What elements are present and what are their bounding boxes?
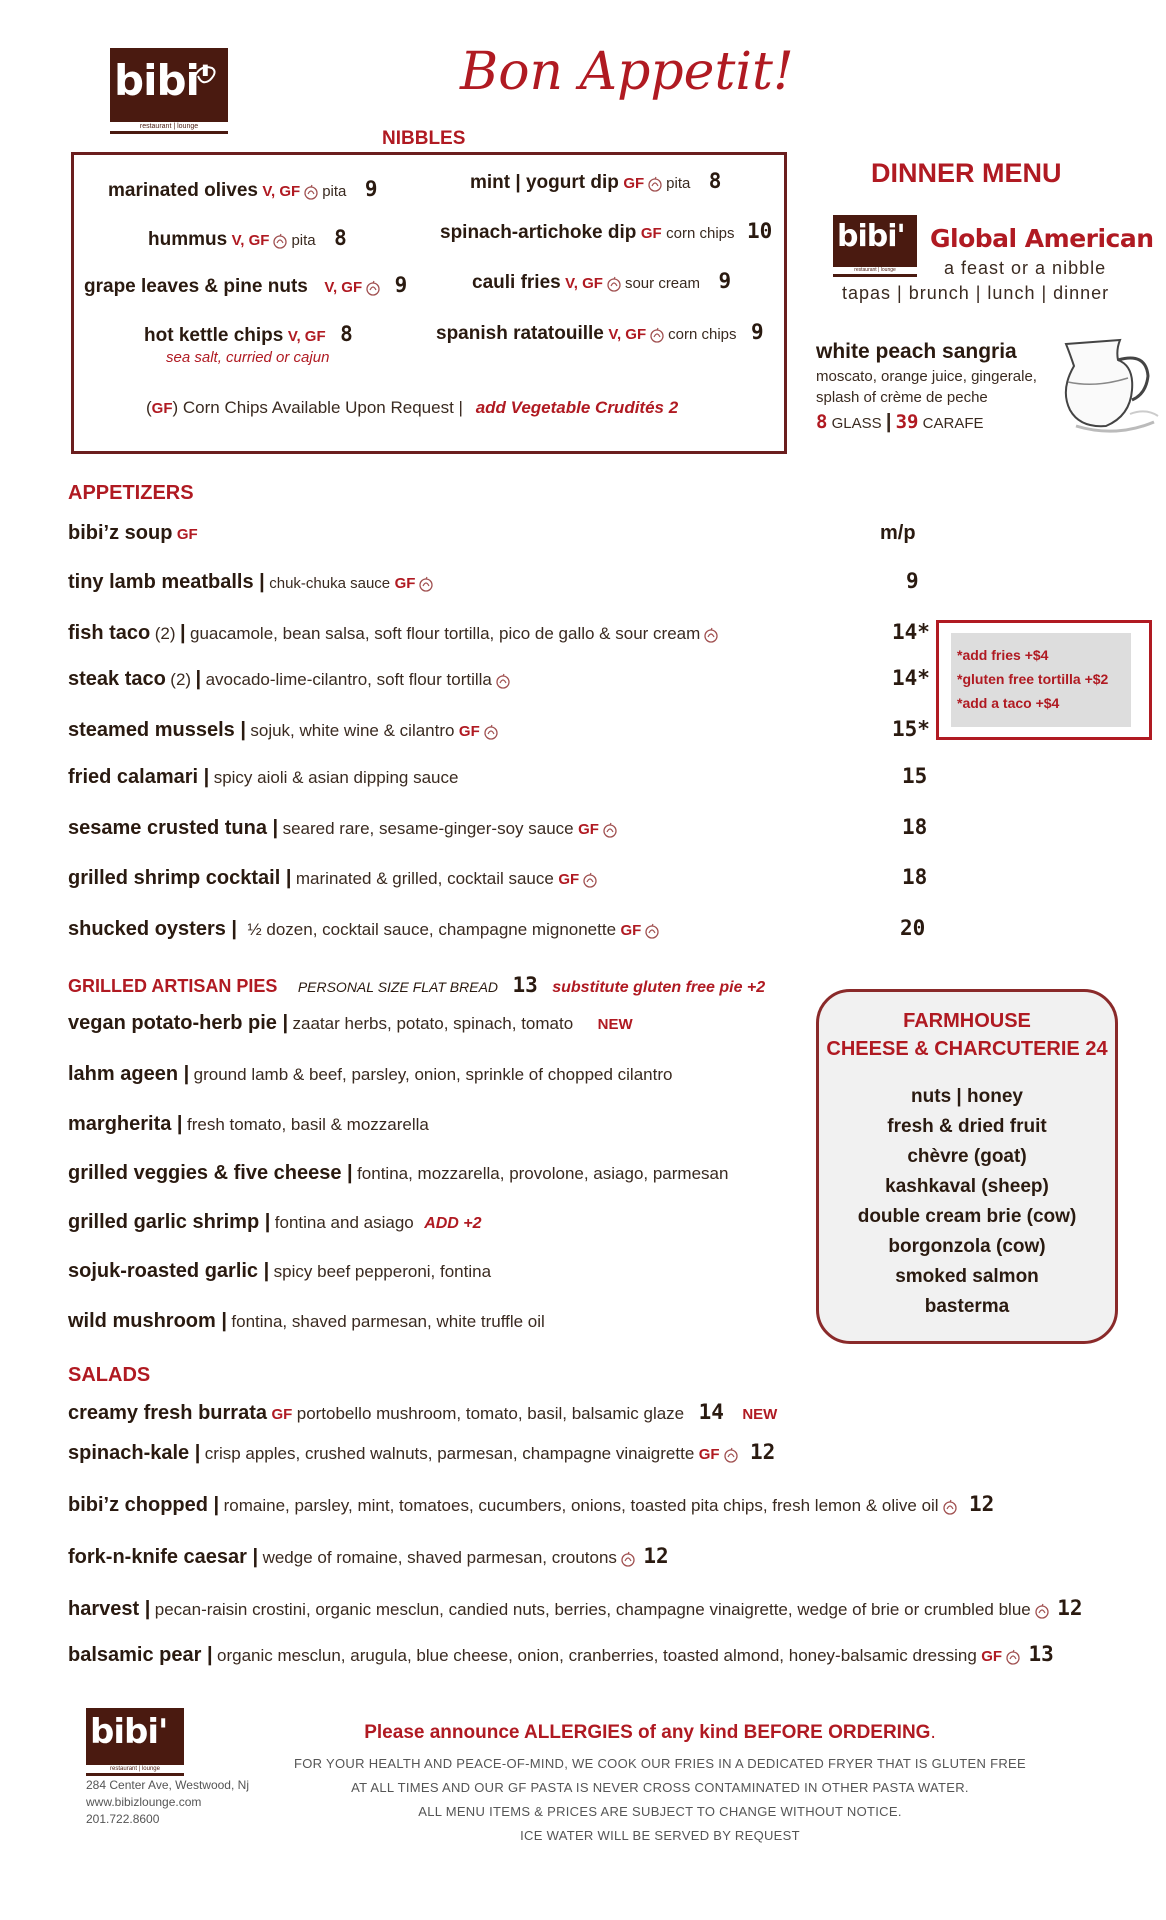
nibble-item: hot kettle chips V, GF 8 [144,322,353,346]
cheese-item: nuts | honey [911,1086,1023,1107]
menu-item-price: 20 [900,916,926,940]
sangria-title: white peach sangria [816,340,1017,363]
nibble-item: spanish ratatouille V, GF corn chips 9 [436,320,764,344]
menu-item: creamy fresh burrata GF portobello mushroom, tomato, basil, balsamic glaze 14 NEW [68,1400,778,1424]
nibble-item: mint | yogurt dip GF pita 8 [470,169,722,193]
brand-name: Global American [930,224,1154,253]
nibble-item: hummus V, GF pita 8 [148,226,347,250]
brand-meals: tapas | brunch | lunch | dinner [842,283,1110,303]
vegetarian-icon [606,276,622,292]
logo-word-footer: bibi' [90,1712,168,1752]
menu-item: steak taco (2) | avocado-lime-cilantro, soft flour tortilla [68,668,514,691]
nibble-item: marinated olives V, GF pita 9 [108,177,378,201]
menu-item: wild mushroom | fontina, shaved parmesan, white truffle oil [68,1310,545,1332]
vegetarian-icon [602,822,618,838]
logo-tagline: restaurant | lounge [110,122,228,131]
logo-word-small: bibi' [837,219,905,254]
logo-swirl-icon [190,58,222,90]
menu-item-price: 15 [902,764,928,788]
cheese-box [816,989,1118,1344]
vegetarian-icon [647,176,663,192]
vegetarian-icon [620,1551,636,1567]
menu-item: shucked oysters | ½ dozen, cocktail sauce, champagne mignonette GF [68,918,663,941]
menu-item: steamed mussels | sojuk, white wine & cilantro GF [68,719,502,742]
vegetarian-icon [1034,1603,1050,1619]
vegetarian-icon [942,1499,958,1515]
vegetarian-icon [483,724,499,740]
logo-tagline-small: restaurant | lounge [833,267,917,274]
nibble-note: sea salt, curried or cajun [166,349,330,366]
logo-footer [86,1708,184,1776]
vegetarian-icon [365,280,381,296]
addon-item: *add fries +$4 [957,647,1049,663]
vegetarian-icon [703,627,719,643]
sangria-prices: 8 GLASS | 39 CARAFE [816,411,984,433]
allergy-notice: Please announce ALLERGIES of any kind BEFORE ORDERING. [364,1722,936,1743]
nibbles-footer: (GF) Corn Chips Available Upon Request | add Vegetable Crudités 2 [146,398,679,417]
brand-sub: a feast or a nibble [944,258,1107,278]
menu-item: balsamic pear | organic mesclun, arugula, blue cheese, onion, cranberries, toasted almond, honey-balsamic dressing GF 13 [68,1642,1054,1666]
cheese-item: basterma [924,1296,1010,1317]
cheese-item: chèvre (goat) [907,1146,1027,1167]
footer-note-2: AT ALL TIMES AND OUR GF PASTA IS NEVER CROSS CONTAMINATED IN OTHER PASTA WATER. [351,1780,969,1795]
menu-item-price: 18 [902,815,928,839]
footer-note-3: ALL MENU ITEMS & PRICES ARE SUBJECT TO CHANGE WITHOUT NOTICE. [418,1804,902,1819]
menu-item: margherita | fresh tomato, basil & mozzarella [68,1113,429,1135]
menu-item: fork-n-knife caesar | wedge of romaine, shaved parmesan, croutons 12 [68,1544,669,1568]
menu-item: fried calamari | spicy aioli & asian dipping sauce [68,766,459,788]
addon-item: *gluten free tortilla +$2 [957,671,1109,687]
menu-item: grilled veggies & five cheese | fontina, mozzarella, provolone, asiago, parmesan [68,1162,729,1184]
appetizers-title: APPETIZERS [68,482,194,504]
cheese-item: fresh & dried fruit [887,1116,1047,1137]
menu-item-price: 14* [892,620,930,644]
vegetarian-icon [723,1447,739,1463]
sangria-desc-2: splash of crème de peche [816,389,988,406]
nibble-item: grape leaves & pine nuts V, GF 9 [84,273,408,297]
logo-small [833,215,917,277]
vegetarian-icon [582,872,598,888]
menu-item: bibi’z soup GF [68,522,198,544]
cheese-item: borgonzola (cow) [888,1236,1046,1257]
nibble-item: cauli fries V, GF sour cream 9 [472,269,732,293]
logo-word: bibi' [114,56,211,105]
menu-item: tiny lamb meatballs | chuk-chuka sauce GF [68,571,437,594]
vegetarian-icon [649,327,665,343]
vegetarian-icon [303,184,319,200]
vegetarian-icon [272,233,288,249]
menu-item-price: 18 [902,865,928,889]
menu-item: vegan potato-herb pie | zaatar herbs, potato, spinach, tomato NEW [68,1012,633,1034]
vegetarian-icon [495,673,511,689]
page-title: Bon Appetit! [460,42,794,102]
dinner-menu-title: DINNER MENU [871,158,1062,188]
sangria-desc-1: moscato, orange juice, gingerale, [816,368,1037,385]
menu-item: grilled garlic shrimp | fontina and asiago ADD +2 [68,1211,482,1233]
cheese-item: double cream brie (cow) [857,1206,1077,1227]
cheese-item: kashkaval (sheep) [885,1176,1049,1197]
footer-phone: 201.722.8600 [86,1812,160,1826]
footer-website[interactable]: www.bibizlounge.com [86,1795,202,1809]
cheese-item: smoked salmon [895,1266,1039,1287]
menu-item-price: 14* [892,666,930,690]
pitcher-icon [1046,330,1160,440]
vegetarian-icon [418,576,434,592]
footer-note-4: ICE WATER WILL BE SERVED BY REQUEST [520,1828,800,1843]
vegetarian-icon [644,923,660,939]
menu-item: lahm ageen | ground lamb & beef, parsley, onion, sprinkle of chopped cilantro [68,1063,673,1085]
addons-box [936,620,1152,740]
logo [110,48,228,134]
nibble-item: spinach-artichoke dip GF corn chips 10 [440,219,773,243]
salads-title: SALADS [68,1364,151,1386]
menu-item: grilled shrimp cocktail | marinated & grilled, cocktail sauce GF [68,867,601,890]
pies-header: GRILLED ARTISAN PIES PERSONAL SIZE FLAT BREAD 13 substitute gluten free pie +2 [68,973,766,997]
menu-item: spinach-kale | crisp apples, crushed walnuts, parmesan, champagne vinaigrette GF 12 [68,1440,776,1464]
menu-item: harvest | pecan-raisin crostini, organic mesclun, candied nuts, berries, champagne vinaigrette, wedge of brie or crumbled blue 12 [68,1596,1083,1620]
menu-item-price: 15* [892,717,930,741]
menu-item: bibi’z chopped | romaine, parsley, mint, tomatoes, cucumbers, onions, toasted pita chips, fresh lemon & olive oil 12 [68,1492,995,1516]
cheese-title-1: FARMHOUSE [903,1010,1031,1032]
menu-item: sojuk-roasted garlic | spicy beef pepperoni, fontina [68,1260,492,1282]
cheese-title-2: CHEESE & CHARCUTERIE 24 [826,1038,1108,1060]
logo-tagline-footer: restaurant | lounge [86,1765,184,1773]
vegetarian-icon [1005,1649,1021,1665]
footer-note-1: FOR YOUR HEALTH AND PEACE-OF-MIND, WE COOK OUR FRIES IN A DEDICATED FRYER THAT IS GLUTEN FREE [294,1756,1026,1771]
footer-address: 284 Center Ave, Westwood, Nj [86,1778,249,1792]
menu-item-price: m/p [880,522,916,544]
addon-item: *add a taco +$4 [957,695,1060,711]
nibbles-title: NIBBLES [372,128,475,150]
menu-item-price: 9 [906,569,919,593]
menu-item: fish taco (2) | guacamole, bean salsa, soft flour tortilla, pico de gallo & sour cream [68,622,722,645]
menu-item: sesame crusted tuna | seared rare, sesame-ginger-soy sauce GF [68,817,621,840]
